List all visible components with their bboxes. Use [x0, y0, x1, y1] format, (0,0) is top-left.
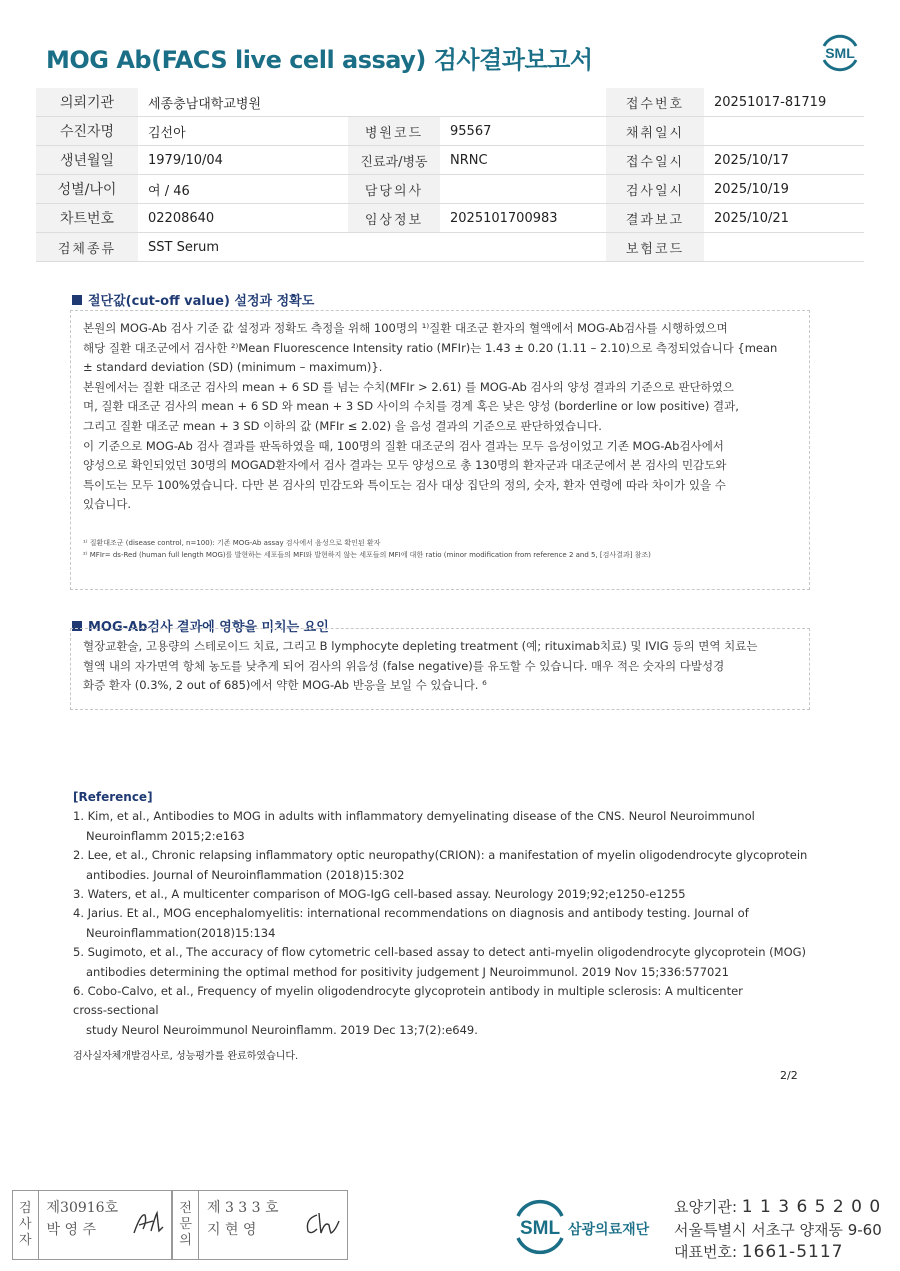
org-logo-text: SML — [519, 1218, 561, 1239]
logo-text: SML — [825, 45, 855, 61]
patient-info-table — [36, 88, 864, 262]
sml-logo — [818, 30, 862, 74]
org-name: 삼광의료재단 — [568, 1222, 650, 1238]
reference-line: 1. Kim, et al., Antibodies to MOG in adults with inflammatory demyelinating disease of the CNS. Neurol Neuroimmunol — [73, 809, 755, 824]
info-value: 95567 — [440, 117, 606, 146]
body-line: 혈장교환술, 고용량의 스테로이드 치료, 그리고 B lymphocyte depleting treatment (예; rituximab치료) 및 IVIG 등의 면역 치료는 — [83, 639, 758, 653]
info-value: SST Serum — [138, 233, 348, 262]
info-label: 수진자명 — [36, 117, 138, 146]
info-value: 2025/10/17 — [704, 146, 864, 175]
info-value: 2025/10/21 — [704, 204, 864, 233]
info-label: 생년월일 — [36, 146, 138, 175]
body-line: 있습니다. — [83, 497, 132, 512]
examiner-label: 검 사 자 — [13, 1191, 39, 1259]
factors-section-box — [70, 628, 810, 710]
reference-line: antibodies. Journal of Neuroinflammation (2018)15:302 — [86, 867, 405, 882]
square-bullet-icon — [72, 295, 82, 305]
specialist-license: 제 3 3 3 호 — [206, 1200, 279, 1216]
specialist-name: 지 현 영 — [206, 1222, 257, 1238]
reference-line: 5. Sugimoto, et al., The accuracy of flow cytometric cell-based assay to detect anti-myelin oligodendrocyte glycoprotein (MOG) — [73, 945, 807, 960]
info-label: 접수일시 — [606, 146, 704, 175]
info-label: 성별/나이 — [36, 175, 138, 204]
examiner-signature — [131, 1209, 165, 1237]
info-row — [36, 88, 864, 117]
validation-note: 검사실자체개발검사로, 성능평가를 완료하였습니다. — [73, 1051, 299, 1062]
section-heading-text: MOG-Ab검사 결과에 영향을 미치는 요인 — [88, 620, 329, 635]
body-line: 이 기준으로 MOG-Ab 검사 결과를 판독하였을 때, 100명의 질환 대조군의 검사 결과는 모두 음성이었고 기존 MOG-Ab검사에서 — [83, 438, 724, 453]
info-label: 검사일시 — [606, 175, 704, 204]
info-label: 결과보고 — [606, 204, 704, 233]
cutoff-section-box — [70, 310, 810, 590]
section-heading-text: 절단값(cut-off value) 설정과 정확도 — [88, 294, 315, 309]
info-value: NRNC — [440, 146, 606, 175]
info-row — [36, 117, 864, 146]
examiner-name: 박 영 주 — [46, 1222, 96, 1238]
samkwang-logo — [512, 1196, 662, 1256]
reference-line: 3. Waters, et al., A multicenter comparison of MOG-IgG cell-based assay. Neurology 2019;92;e1250-e1255 — [73, 887, 686, 902]
info-row — [36, 146, 864, 175]
info-label: 의뢰기관 — [36, 88, 138, 117]
info-value: 2025101700983 — [440, 204, 606, 233]
body-line: 며, 질환 대조군 검사의 mean + 6 SD 와 mean + 3 SD 사이의 수치를 경계 혹은 낮은 양성 (borderline or low positive) 결과, — [83, 399, 739, 414]
info-label: 보험코드 — [606, 233, 704, 262]
contact-info — [674, 1196, 882, 1264]
reference-line: cross-sectional — [73, 1003, 159, 1018]
address: 서울특별시 서초구 양재동 9-60 — [674, 1220, 882, 1239]
info-label: 검체종류 — [36, 233, 138, 262]
facility-code: 1 1 3 6 5 2 0 0 — [741, 1197, 882, 1217]
specialist-label: 전 문 의 — [172, 1191, 199, 1259]
footnote: ²⁾ MFIr= ds-Red (human full length MOG)를 발현하는 세포들의 MFI와 발현하지 않는 세포들의 MFI에 대한 ratio (minor modification from reference 2 and 5, [검사결과] 참조) — [83, 550, 651, 559]
phone-label: 대표번호: — [674, 1243, 738, 1261]
body-line: 혈액 내의 자가면역 항체 농도를 낮추게 되어 검사의 위음성 (false negative)를 유도할 수 있습니다. 매우 적은 숫자의 다발성경 — [83, 658, 725, 673]
reference-line: 2. Lee, et al., Chronic relapsing inflammatory optic neuropathy(CRION): a manifestation of myelin oligodendrocyte glycoprotein — [73, 848, 808, 863]
reference-line: antibodies determining the optimal method for positivity judgement J Neuroimmunol. 2019 Nov 15;336:577021 — [86, 964, 729, 979]
info-value: 김선아 — [138, 117, 348, 146]
reference-line: 4. Jarius. Et al., MOG encephalomyelitis: international recommendations on diagnosis and antibody testing. Journal of — [73, 906, 749, 921]
info-value — [704, 233, 864, 262]
info-row — [36, 175, 864, 204]
body-line: 해당 질환 대조군에서 검사한 ²⁾Mean Fluorescence Intensity ratio (MFIr)는 1.43 ± 0.20 (1.11 – 2.10)으로 측정되었습니다 {mean — [83, 340, 778, 355]
facility-label: 요양기관: — [674, 1198, 738, 1216]
info-row — [36, 204, 864, 233]
body-line: 특이도는 모두 100%였습니다. 다만 본 검사의 민감도와 특이도는 검사 대상 집단의 정의, 숫자, 환자 연령에 따라 차이가 있을 수 — [83, 477, 726, 492]
body-line: 본원의 MOG-Ab 검사 기준 값 설정과 정확도 측정을 위해 100명의 ¹⁾질환 대조군 환자의 혈액에서 MOG-Ab검사를 시행하였으며 — [83, 321, 728, 335]
info-value: 여 / 46 — [138, 175, 348, 204]
info-value: 20251017-81719 — [704, 88, 864, 117]
info-label: 담당의사 — [348, 175, 440, 204]
info-value: 세종충남대학교병원 — [138, 88, 348, 117]
info-label: 진료과/병동 — [348, 146, 440, 175]
info-label: 병원코드 — [348, 117, 440, 146]
reference-line: 6. Cobo-Calvo, et al., Frequency of myelin oligodendrocyte glycoprotein antibody in multiple sclerosis: A multicenter — [73, 984, 743, 999]
report-title: MOG Ab(FACS live cell assay) 검사결과보고서 — [46, 46, 593, 74]
page-number: 2/2 — [780, 1069, 798, 1082]
examiner-cell — [39, 1191, 173, 1259]
body-line: 양성으로 확인되었던 30명의 MOGAD환자에서 검사 결과는 모두 양성으로 총 130명의 환자군과 대조군에서 본 검사의 민감도와 — [83, 458, 727, 473]
info-value — [704, 117, 864, 146]
info-label: 임상정보 — [348, 204, 440, 233]
body-line: 그리고 질환 대조군 mean + 3 SD 이하의 값 (MFIr ≤ 2.02) 을 음성 결과의 기준으로 판단하였습니다. — [83, 418, 602, 433]
body-line: ± standard deviation (SD) (minimum – maximum)}. — [83, 360, 383, 375]
info-label: 접수번호 — [606, 88, 704, 117]
info-label: 채취일시 — [606, 117, 704, 146]
reference-line: study Neurol Neuroimmunol Neuroinflamm. 2019 Dec 13;7(2):e649. — [86, 1022, 478, 1037]
reference-line: Neuroinflamm 2015;2:e163 — [86, 828, 245, 843]
specialist-signature — [303, 1209, 341, 1239]
specialist-cell — [199, 1191, 347, 1259]
signature-box — [12, 1190, 348, 1260]
info-label: 차트번호 — [36, 204, 138, 233]
body-line: 화증 환자 (0.3%, 2 out of 685)에서 약한 MOG-Ab 반응을 보일 수 있습니다. ⁶ — [83, 678, 487, 693]
phone-number: 1661-5117 — [741, 1242, 844, 1262]
info-row — [36, 233, 864, 262]
examiner-license: 제30916호 — [46, 1200, 119, 1216]
footnote: ¹⁾ 질환대조군 (disease control, n=100): 기존 MOG-Ab assay 검사에서 음성으로 확인된 환자 — [83, 538, 381, 547]
section-cutoff-heading — [72, 290, 314, 309]
body-line: 본원에서는 질환 대조군 검사의 mean + 6 SD 를 넘는 수치(MFIr > 2.61) 를 MOG-Ab 검사의 양성 결과의 기준으로 판단하였으 — [83, 379, 734, 394]
reference-line: Neuroinflammation(2018)15:134 — [86, 925, 276, 940]
info-value: 1979/10/04 — [138, 146, 348, 175]
info-value: 2025/10/19 — [704, 175, 864, 204]
info-value: 02208640 — [138, 204, 348, 233]
reference-heading: [Reference] — [73, 790, 153, 804]
info-value — [440, 175, 606, 204]
reference-list — [73, 788, 813, 1040]
